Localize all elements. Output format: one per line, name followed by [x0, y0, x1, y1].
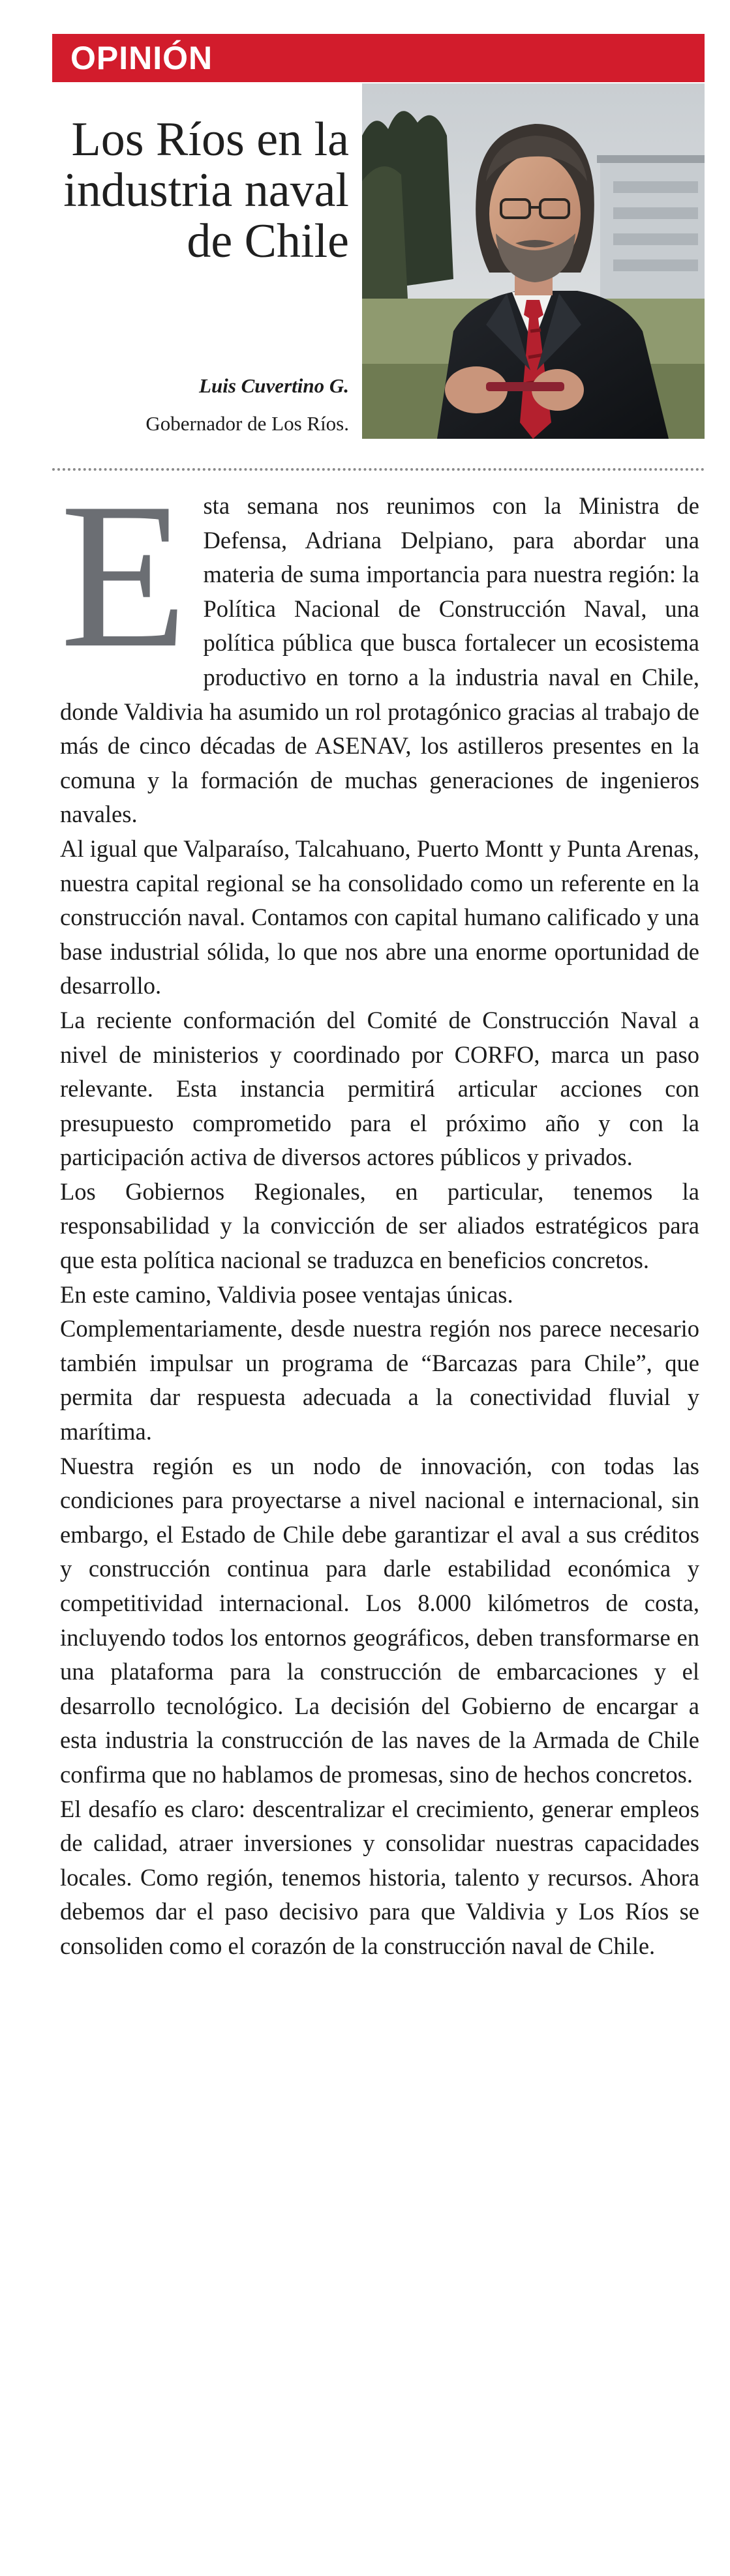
drop-cap: E [60, 460, 188, 691]
section-label: OPINIÓN [70, 40, 213, 76]
author-photo [362, 83, 705, 439]
author-name: Luis Cuvertino G. [199, 374, 349, 397]
article-body [60, 460, 699, 1964]
article-paragraph: La reciente conformación del Comité de Construcción Naval a nivel de ministerios y coordinado por CORFO, marca un paso relevante. Esta instancia permitirá articular acciones con presupuesto comprometido para el próximo año y con la participación activa de diversos actores públicos y privados. [60, 1006, 699, 1171]
article-paragraph: Los Gobiernos Regionales, en particular, tenemos la responsabilidad y la convicción de ser aliados estratégicos para que esta política nacional se traduzca en beneficios concretos. [60, 1177, 699, 1274]
article-paragraph: Complementariamente, desde nuestra región nos parece necesario también impulsar un programa de “Barcazas para Chile”, que permita dar respuesta adecuada a la conectividad fluvial y marítima. [60, 1315, 699, 1445]
author-role: Gobernador de Los Ríos. [145, 412, 349, 435]
headline: Los Ríos en la industria naval de Chile [63, 113, 349, 268]
article-paragraph: sta semana nos reunimos con la Ministra de Defensa, Adriana Delpiano, para abordar una materia de suma importancia para nuestra región: la Política Nacional de Construcción Naval, una política pública que busca fortalecer un ecosistema productivo en torno a la industria naval en Chile, donde Valdivia ha asumido un rol protagónico gracias al trabajo de más de cinco décadas de ASENAV, los astilleros presentes en la comuna y la formación de muchas generaciones de ingenieros navales. [60, 492, 699, 828]
section-header-bar [52, 34, 705, 82]
article-paragraph: Nuestra región es un nodo de innovación, con todas las condiciones para proyectarse a nivel nacional e internacional, sin embargo, el Estado de Chile debe garantizar el aval a sus créditos y construcción continua para darle estabilidad económica y competitividad internacional. Los 8.000 kilómetros de costa, incluyendo todos los entornos geográficos, deben transformarse en una plataforma para la construcción de embarcaciones y el desarrollo tecnológico. La decisión del Gobierno de encargar a esta industria la construcción de las naves de la Armada de Chile confirma que no hablamos de promesas, sino de hechos concretos. [60, 1452, 699, 1788]
author-portrait-icon [362, 83, 705, 439]
article-paragraph: En este camino, Valdivia posee ventajas únicas. [60, 1281, 513, 1308]
article-paragraph: Al igual que Valparaíso, Talcahuano, Puerto Montt y Punta Arenas, nuestra capital regional se ha consolidado como un referente en la construcción naval. Contamos con capital humano calificado y una base industrial sólida, lo que nos abre una enorme oportunidad de desarrollo. [60, 835, 699, 999]
article-paragraph: El desafío es claro: descentralizar el crecimiento, generar empleos de calidad, atraer inversiones y consolidar nuestras capacidades locales. Como región, tenemos historia, talento y recursos. Ahora debemos dar el paso decisivo para que Valdivia y Los Ríos se consoliden como el corazón de la construcción naval de Chile. [60, 1795, 699, 1959]
